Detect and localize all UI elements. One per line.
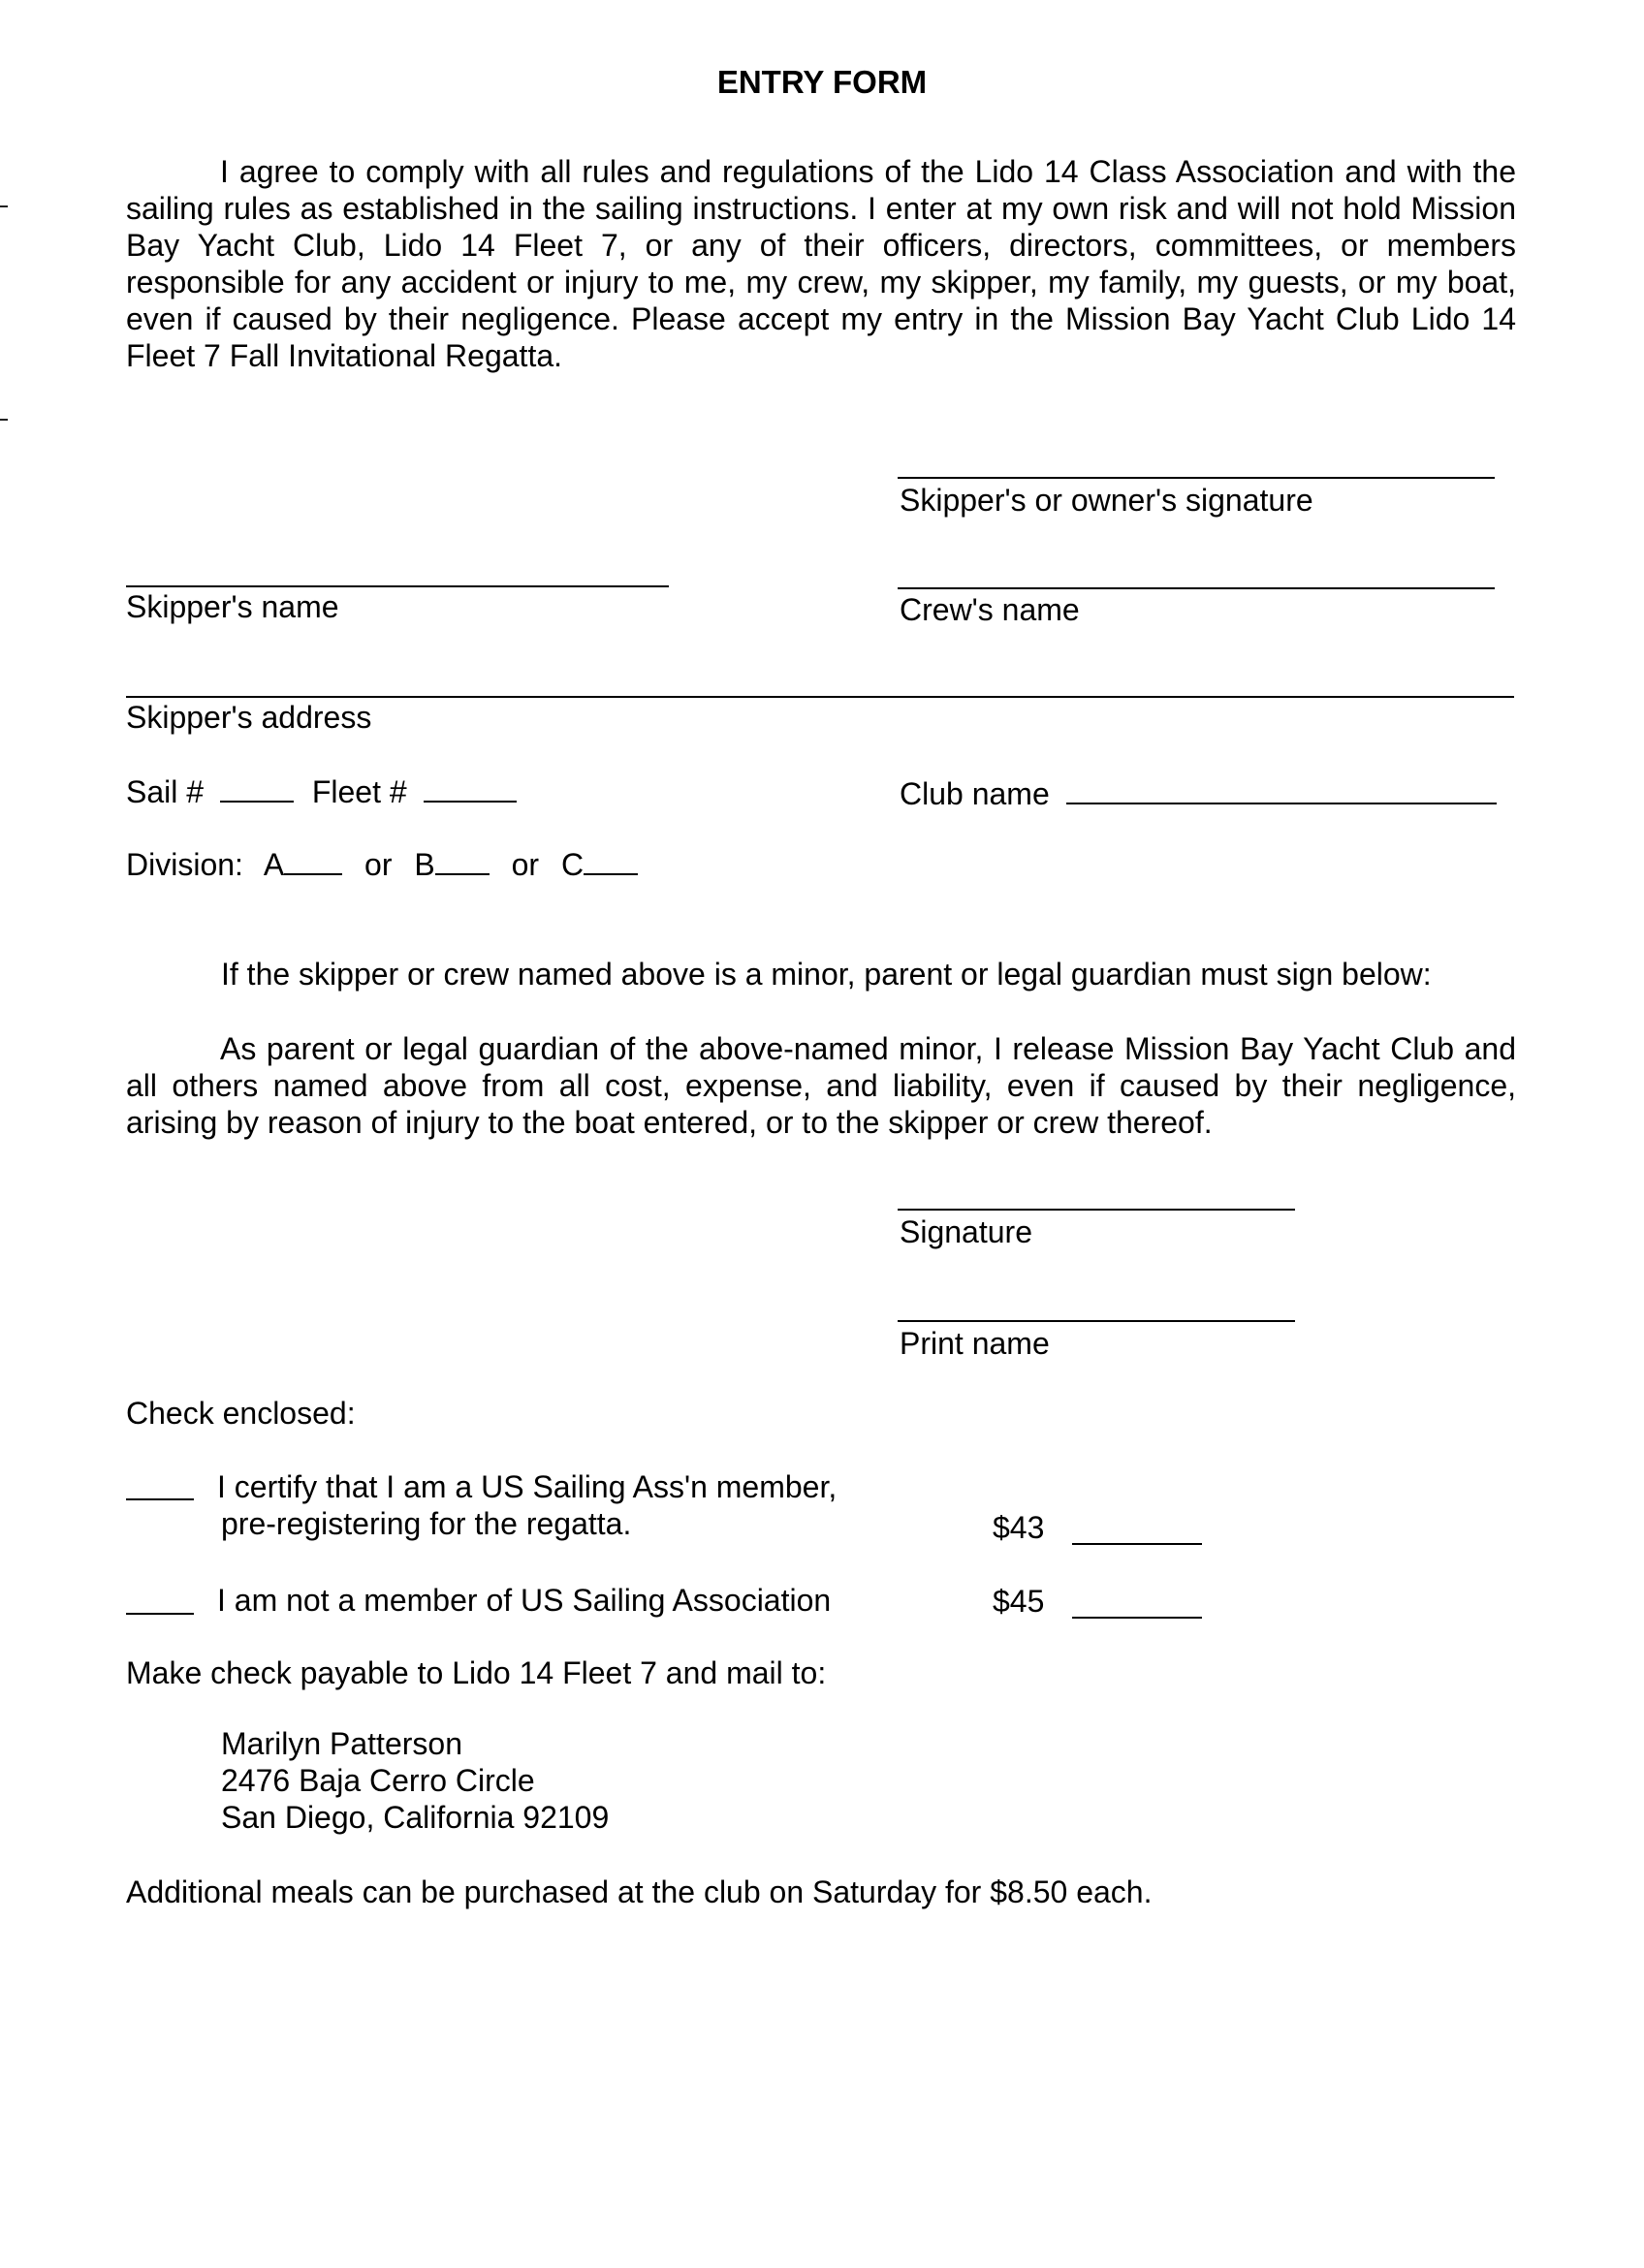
mailing-name: Marilyn Patterson	[221, 1726, 462, 1761]
payable-to-text: Make check payable to Lido 14 Fleet 7 and mail to:	[126, 1655, 827, 1690]
owner-signature-line[interactable]	[898, 477, 1495, 479]
sail-number-label: Sail #	[126, 774, 205, 809]
division-c-label: C	[560, 847, 585, 882]
guardian-print-name-line[interactable]	[898, 1320, 1295, 1322]
division-a-blank[interactable]	[284, 844, 342, 875]
fleet-number-label: Fleet #	[311, 774, 407, 809]
sail-number-field	[126, 772, 517, 810]
minor-notice: If the skipper or crew named above is a minor, parent or legal guardian must sign below:	[221, 957, 1432, 992]
member-fee-amount-line[interactable]	[1072, 1543, 1202, 1545]
division-or-text: or	[511, 847, 540, 882]
member-option-checkbox-line[interactable]	[126, 1498, 194, 1500]
division-b-blank[interactable]	[435, 844, 490, 875]
nonmember-fee-amount-line[interactable]	[1072, 1617, 1202, 1619]
fleet-number-blank[interactable]	[424, 772, 517, 803]
owner-signature-label: Skipper's or owner's signature	[900, 483, 1313, 518]
guardian-signature-label: Signature	[900, 1214, 1032, 1249]
nonmember-fee: $45	[993, 1584, 1045, 1619]
scan-mark	[0, 205, 8, 207]
skipper-address-label: Skipper's address	[126, 700, 372, 735]
skipper-name-label: Skipper's name	[126, 589, 339, 624]
skipper-address-line[interactable]	[126, 696, 1514, 698]
mailing-city: San Diego, California 92109	[221, 1800, 610, 1835]
check-enclosed-heading: Check enclosed:	[126, 1396, 356, 1431]
agreement-paragraph: I agree to comply with all rules and regulations of the Lido 14 Class Association and with the sailing rules as established in the sailing instructions. I enter at my own risk and will not hold Mission Bay Yacht Club, Lido 14 Fleet 7, or any of their officers, directors, committees, or members responsible for any accident or injury to me, my crew, my skipper, my family, my guests, or my boat, even if caused by their negligence. Please accept my entry in the Mission Bay Yacht Club Lido 14 Fleet 7 Fall Invitational Regatta.	[126, 154, 1516, 373]
member-option-text-line1: I certify that I am a US Sailing Ass'n member,	[217, 1469, 838, 1504]
division-c-blank[interactable]	[584, 844, 638, 875]
page-title: ENTRY FORM	[716, 64, 928, 100]
division-field	[126, 844, 638, 883]
division-label: Division:	[126, 847, 243, 882]
club-name-field	[900, 773, 1497, 812]
division-or-text: or	[364, 847, 393, 882]
member-fee: $43	[993, 1510, 1045, 1545]
meals-note: Additional meals can be purchased at the club on Saturday for $8.50 each.	[126, 1874, 1153, 1909]
member-option-text-line2: pre-registering for the regatta.	[221, 1506, 632, 1541]
nonmember-option-text: I am not a member of US Sailing Association	[217, 1583, 832, 1618]
mailing-street: 2476 Baja Cerro Circle	[221, 1763, 535, 1798]
guardian-release-paragraph: As parent or legal guardian of the above-named minor, I release Mission Bay Yacht Club and all others named above from all cost, expense, and liability, even if caused by their negligence, arising by reason of injury to the boat entered, or to the skipper or crew thereof.	[126, 1031, 1516, 1140]
scan-mark	[0, 419, 8, 421]
nonmember-option-checkbox-line[interactable]	[126, 1613, 194, 1615]
crew-name-label: Crew's name	[900, 592, 1080, 627]
division-b-label: B	[414, 847, 435, 882]
sail-number-blank[interactable]	[220, 772, 294, 803]
skipper-name-line[interactable]	[126, 585, 669, 587]
crew-name-line[interactable]	[898, 587, 1495, 589]
guardian-signature-line[interactable]	[898, 1209, 1295, 1211]
division-a-label: A	[263, 847, 285, 882]
club-name-label: Club name	[900, 776, 1050, 811]
club-name-blank[interactable]	[1066, 773, 1497, 804]
guardian-print-name-label: Print name	[900, 1326, 1050, 1361]
